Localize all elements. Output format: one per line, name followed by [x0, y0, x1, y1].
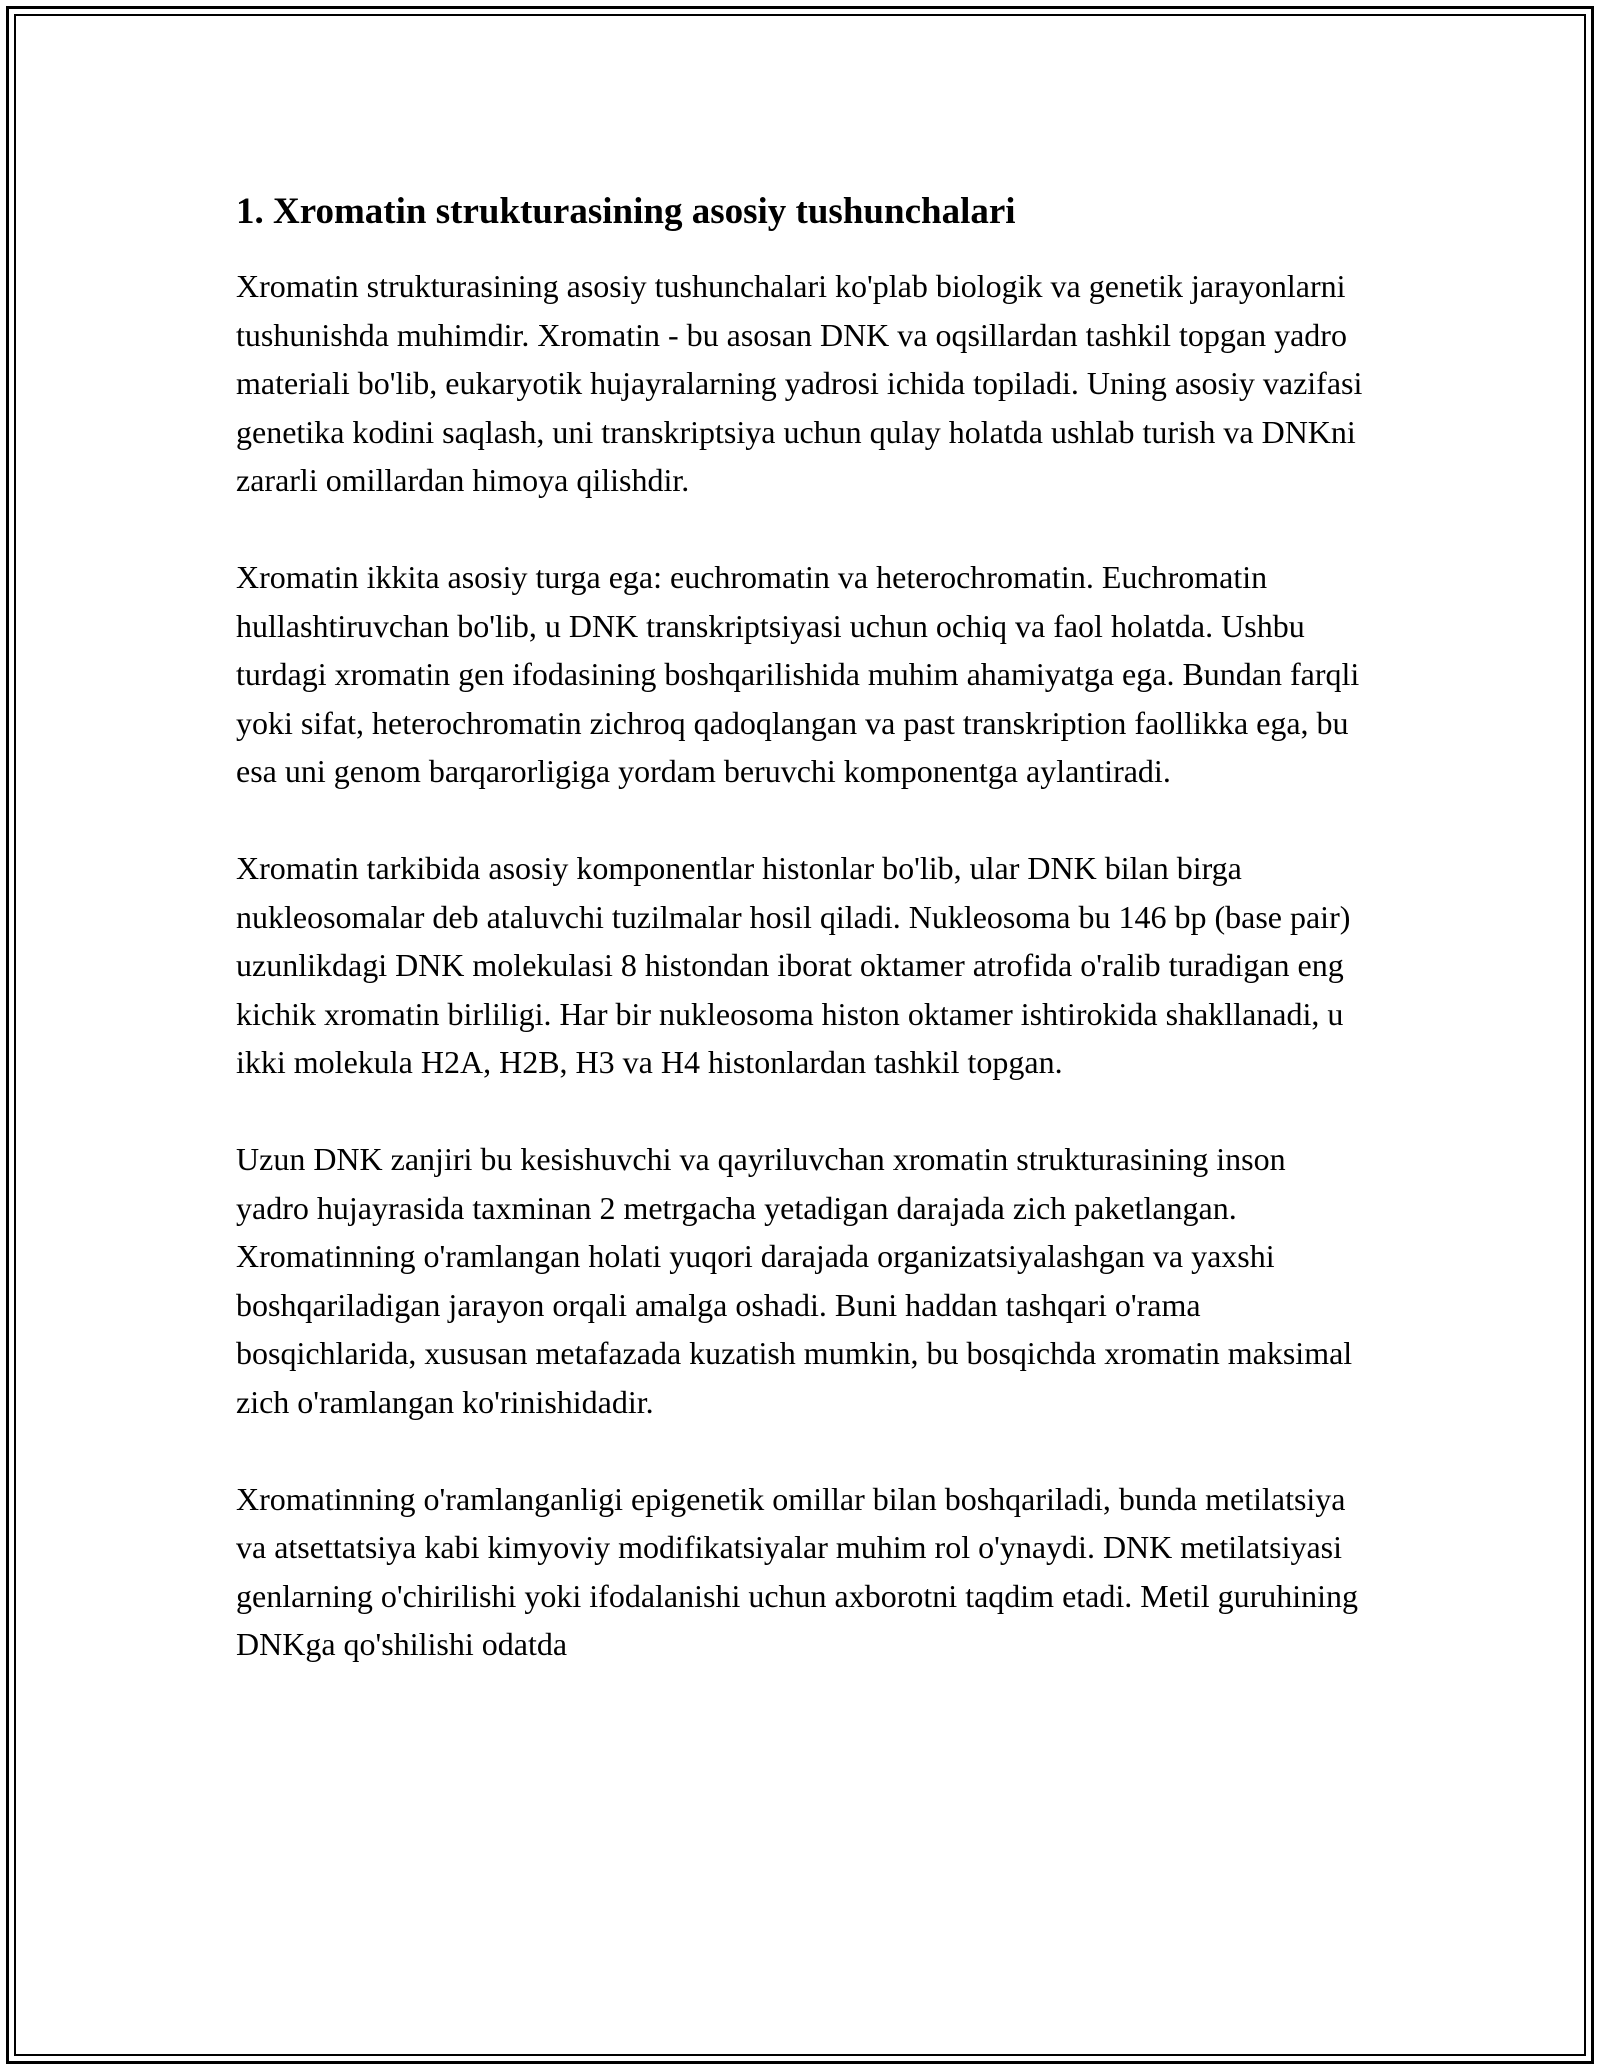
paragraph-3: Xromatin tarkibida asosiy komponentlar histonlar bo'lib, ular DNK bilan birga nukleosomalar deb ataluvchi tuzilmalar hosil qiladi. Nukleosoma bu 146 bp (base pair) uzunlikdagi DNK molekulasi 8 histondan iborat oktamer atrofida o'ralib turadigan eng kichik xromatin birliligi. Har bir nukleosoma histon oktamer ishtirokida shakllanadi, u ikki molekula H2A, H2B, H3 va H4 histonlardan tashkil topgan. [236, 850, 1351, 1080]
paragraph-4: Uzun DNK zanjiri bu kesishuvchi va qayriluvchan xromatin strukturasining inson yadro hujayrasida taxminan 2 metrgacha yetadigan darajada zich paketlangan. Xromatinning o'ramlangan holati yuqori darajada organizatsiyalashgan va yaxshi boshqariladigan jarayon orqali amalga oshadi. Buni haddan tashqari o'rama bosqichlarida, xususan metafazada kuzatish mumkin, bu bosqichda xromatin maksimal zich o'ramlangan ko'rinishidadir. [236, 1141, 1353, 1420]
document-body [236, 186, 1366, 1717]
paragraph-5: Xromatinning o'ramlanganligi epigenetik omillar bilan boshqariladi, bunda metilatsiya va atsettatsiya kabi kimyoviy modifikatsiyalar muhim rol o'ynaydi. DNK metilatsiyasi genlarning o'chirilishi yoki ifodalanishi uchun axborotni taqdim etadi. Metil guruhining DNKga qo'shilishi odatda [236, 1480, 1359, 1662]
section-heading: 1. Xromatin strukturasining asosiy tushunchalari [236, 191, 1016, 232]
paragraph-1: Xromatin strukturasining asosiy tushunchalari ko'plab biologik va genetik jarayonlarni tushunishda muhimdir. Xromatin - bu asosan DNK va oqsillardan tashkil topgan yadro materiali bo'lib, eukaryotik hujayralarning yadrosi ichida topiladi. Uning asosiy vazifasi genetika kodini saqlash, uni transkriptsiya uchun qulay holatda ushlab turish va DNKni zararli omillardan himoya qilishdir. [236, 268, 1363, 498]
paragraph-2: Xromatin ikkita asosiy turga ega: euchromatin va heterochromatin. Euchromatin hullashtiruvchan bo'lib, u DNK transkriptsiyasi uchun ochiq va faol holatda. Ushbu turdagi xromatin gen ifodasining boshqarilishida muhim ahamiyatga ega. Bundan farqli yoki sifat, heterochromatin zichroq qadoqlangan va past transkription faollikka ega, bu esa uni genom barqarorligiga yordam beruvchi komponentga aylantiradi. [236, 559, 1360, 789]
